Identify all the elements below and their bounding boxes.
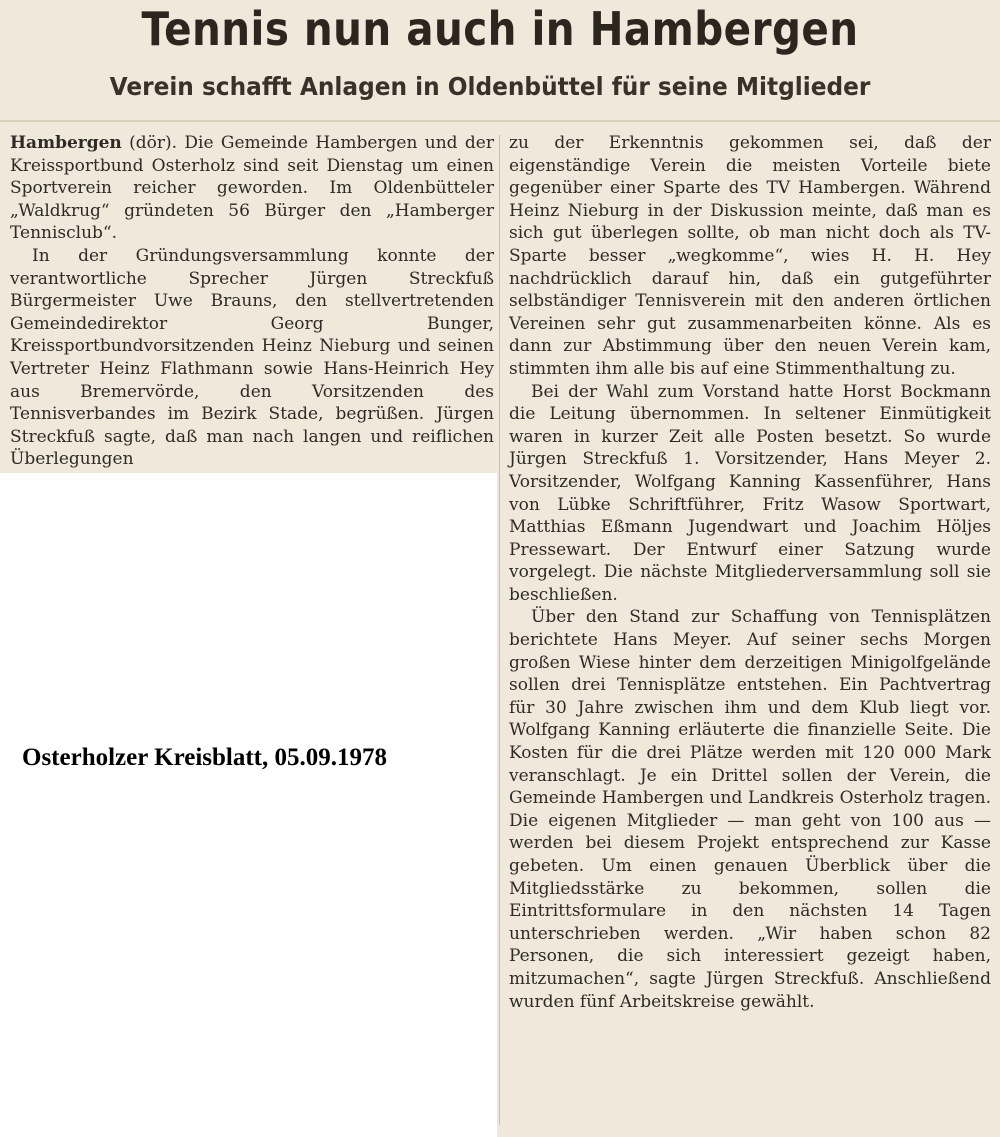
article-column-right bbox=[509, 132, 991, 1013]
header-rule bbox=[0, 120, 1000, 122]
paragraph-founding-meeting: In der Gründungsversammlung konnte der verantwortliche Sprecher Jürgen Streckfuß Bürgermeister Uwe Brauns, den stellvertretenden Gemeindedirektor Georg Bunger, Kreissportbundvorsitzenden Heinz Nieburg und seinen Vertreter Heinz Flathmann sowie Hans-Heinrich Hey aus Bremervörde, den Vorsitzenden des Tennisverbandes im Bezirk Stade, begrüßen. Jürgen Streckfuß sagte, daß man nach langen und reiflichen Überlegungen bbox=[10, 245, 494, 470]
paragraph-tennis-courts: Über den Stand zur Schaffung von Tennisplätzen berichtete Hans Meyer. Auf seiner sechs Morgen großen Wiese hinter dem derzeitigen Minigolfgelände sollen drei Tennisplätze entstehen. Ein Pachtvertrag für 30 Jahre zwischen ihm und dem Klub liegt vor. Wolfgang Kanning erläuterte die finanzielle Seite. Die Kosten für die drei Plätze werden mit 120 000 Mark veranschlagt. Je ein Drittel sollen der Verein, die Gemeinde Hambergen und Landkreis Osterholz tragen. Die eigenen Mitglieder — man geht von 100 aus — werden bei diesem Projekt entsprechend zur Kasse gebeten. Um einen genauen Überblick über die Mitgliedsstärke zu bekommen, sollen die Eintrittsformulare in den nächsten 14 Tagen unterschrieben werden. „Wir haben schon 82 Personen, die sich interessiert gezeigt haben, mitzumachen“, sagte Jürgen Streckfuß. Anschließend wurden fünf Arbeitskreise gewählt. bbox=[509, 607, 991, 1012]
article-headline: Tennis nun auch in Hambergen bbox=[141, 2, 859, 56]
article-subheadline: Verein schafft Anlagen in Oldenbüttel für seine Mitglieder bbox=[109, 72, 871, 101]
paragraph-intro-text: Die Gemeinde Hambergen und der Kreissportbund Osterholz sind seit Dienstag um einen Sportverein reicher geworden. Im Oldenbütteler „Waldkrug“ gründeten 56 Bürger den „Hamberger Tennisclub“. bbox=[10, 133, 494, 244]
paragraph-continuation: zu der Erkenntnis gekommen sei, daß der eigenständige Verein die meisten Vorteile biete gegenüber einer Sparte des TV Hambergen. Während Heinz Nieburg in der Diskussion meinte, daß man es sich gut überlegen sollte, ob man nicht doch als TV-Sparte besser „wegkomme“, wies H. H. Hey nachdrücklich darauf hin, daß ein gutgeführter selbständiger Tennisverein mit den anderen örtlichen Vereinen sehr gut zusammenarbeiten könne. Als es dann zur Abstimmung über den neuen Verein kam, stimmten ihm alle bis auf eine Stimmenthaltung zu. bbox=[509, 133, 991, 379]
paragraph-intro bbox=[10, 132, 494, 245]
source-caption: Osterholzer Kreisblatt, 05.09.1978 bbox=[22, 744, 387, 771]
dateline-place: Hambergen bbox=[10, 133, 122, 153]
column-divider bbox=[499, 135, 500, 1125]
paragraph-board-election: Bei der Wahl zum Vorstand hatte Horst Bockmann die Leitung übernommen. In seltener Einmütigkeit waren in kurzer Zeit alle Posten besetzt. So wurde Jürgen Streckfuß 1. Vorsitzender, Hans Meyer 2. Vorsitzender, Wolfgang Kanning Kassenführer, Hans von Lübke Schriftführer, Fritz Wasow Sportwart, Matthias Eßmann Jugendwart und Joachim Höljes Pressewart. Der Entwurf einer Satzung wurde vorgelegt. Die nächste Mitgliederversammlung soll sie beschließen. bbox=[509, 381, 991, 605]
article-column-left bbox=[10, 132, 494, 471]
dateline-author: (dör). bbox=[121, 133, 178, 153]
